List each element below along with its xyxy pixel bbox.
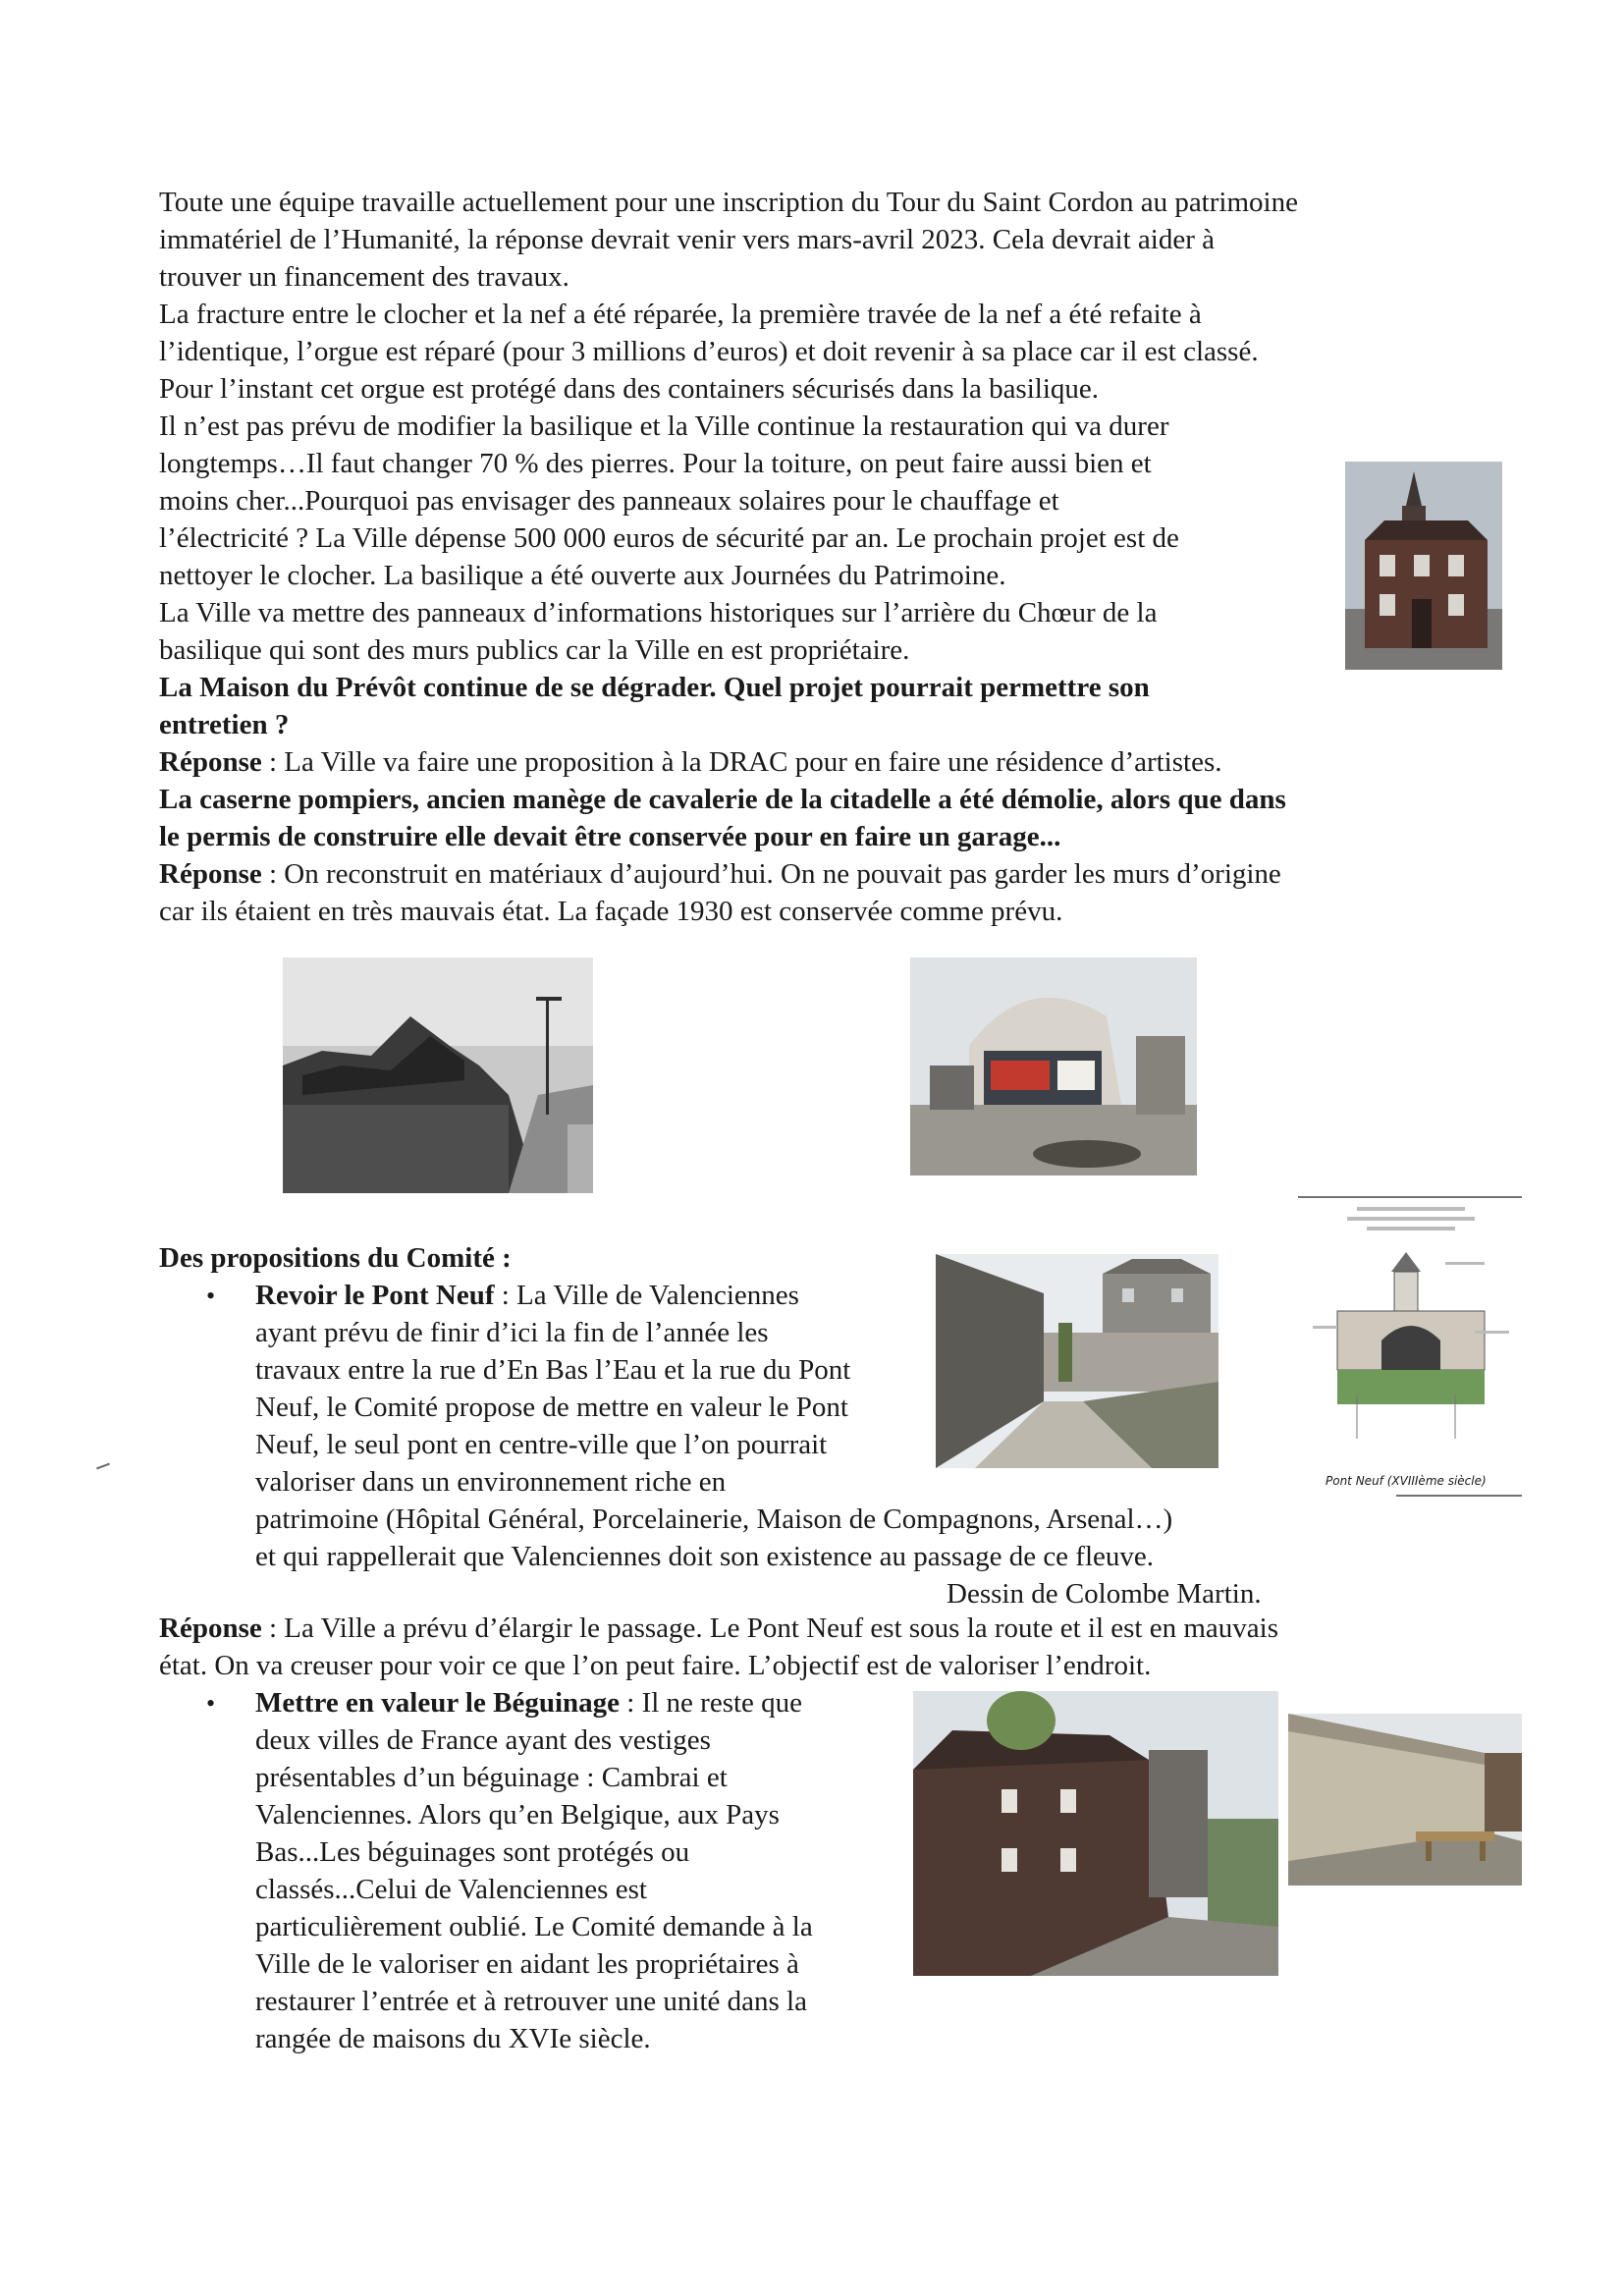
pont-line: travaux entre la rue d’En Bas l’Eau et la rue du Pont (255, 1354, 851, 1386)
text-line: Il n’est pas prévu de modifier la basilique et la Ville continue la restauration qui va durer (159, 410, 1169, 442)
beguinage-line: présentables d’un béguinage : Cambrai et (255, 1762, 728, 1793)
beguinage-line: rangée de maisons du XVIe siècle. (255, 2023, 651, 2054)
reponse-text: : On reconstruit en matériaux d’aujourd’hui. On ne pouvait pas garder les murs d’origine (261, 858, 1281, 890)
text-line: Toute une équipe travaille actuellement pour une inscription du Tour du Saint Cordon au patrimoine (159, 187, 1298, 218)
text-line: La fracture entre le clocher et la nef a été réparée, la première travée de la nef a été refaite à (159, 299, 1202, 330)
pont-title: Revoir le Pont Neuf (255, 1280, 495, 1311)
reponse-3 (159, 1611, 1278, 1648)
beguinage-line: particulièrement oublié. Le Comité demande à la (255, 1911, 813, 1942)
text-line: l’identique, l’orgue est réparé (pour 3 millions d’euros) et doit revenir à sa place car il est classé. (159, 336, 1259, 367)
pont-line: Neuf, le Comité propose de mettre en valeur le Pont (255, 1392, 848, 1423)
bullet-icon: • (206, 1282, 216, 1310)
pont-line: patrimoine (Hôpital Général, Porcelainerie, Maison de Compagnons, Arsenal…) (255, 1503, 1173, 1535)
beguinage-line (255, 1685, 802, 1722)
pont-line: ayant prévu de finir d’ici la fin de l’année les (255, 1317, 769, 1348)
beguinage-line: Ville de le valoriser en aidant les propriétaires à (255, 1948, 799, 1980)
text-line: trouver un financement des travaux. (159, 261, 569, 293)
pont-line: valoriser dans un environnement riche en (255, 1466, 727, 1498)
pont-neuf-street-photo (936, 1254, 1218, 1468)
prevot-question: La Maison du Prévôt continue de se dégrader. Quel projet pourrait permettre son (159, 672, 1150, 703)
text-line: l’électricité ? La Ville dépense 500 000 euros de sécurité par an. Le prochain projet est de (159, 522, 1179, 554)
beguinage-line: restaurer l’entrée et à retrouver une unité dans la (255, 1986, 807, 2017)
beguinage-house-photo (913, 1691, 1278, 1976)
pont-line: et qui rappellerait que Valenciennes doit son existence au passage de ce fleuve. (255, 1541, 1155, 1572)
drawing-caption: Pont Neuf (XVIIIème siècle) (1326, 1474, 1487, 1488)
pont-text: : La Ville de Valenciennes (494, 1280, 799, 1311)
reponse-label: Réponse (159, 858, 262, 890)
beguinage-line: Bas...Les béguinages sont protégés ou (255, 1836, 690, 1868)
comite-heading: Des propositions du Comité : (159, 1242, 512, 1274)
bullet-icon: • (206, 1689, 216, 1718)
caserne-facade-photo (910, 957, 1197, 1175)
reponse-label: Réponse (159, 746, 262, 778)
caserne-question: le permis de construire elle devait être conservée pour en faire un garage... (159, 821, 1061, 852)
reponse-3-cont: état. On va creuser pour voir ce que l’on peut faire. L’objectif est de valoriser l’endroit. (159, 1650, 1152, 1681)
text-line: nettoyer le clocher. La basilique a été ouverte aux Journées du Patrimoine. (159, 560, 1006, 591)
scan-mark (96, 1463, 110, 1470)
beguinage-wall-photo (1288, 1714, 1522, 1886)
pont-neuf-drawing (1298, 1193, 1522, 1500)
text-line: immatériel de l’Humanité, la réponse devrait venir vers mars-avril 2023. Cela devrait aider à (159, 224, 1215, 255)
caserne-demolition-photo (283, 957, 593, 1193)
prevot-question: entretien ? (159, 709, 290, 740)
pont-line (255, 1278, 799, 1315)
beguinage-line: classés...Celui de Valenciennes est (255, 1874, 647, 1905)
pont-line: Neuf, le seul pont en centre-ville que l’on pourrait (255, 1429, 828, 1460)
reponse-text: : La Ville va faire une proposition à la DRAC pour en faire une résidence d’artistes. (261, 746, 1222, 778)
text-line: longtemps…Il faut changer 70 % des pierres. Pour la toiture, on peut faire aussi bien et (159, 448, 1152, 479)
reponse-1 (159, 744, 1222, 782)
text-line: moins cher...Pourquoi pas envisager des panneaux solaires pour le chauffage et (159, 485, 1059, 517)
text-line: basilique qui sont des murs publics car la Ville en est propriétaire. (159, 634, 910, 666)
text-line: Pour l’instant cet orgue est protégé dans des containers sécurisés dans la basilique. (159, 373, 1100, 405)
reponse-label: Réponse (159, 1613, 262, 1644)
reponse-2 (159, 856, 1281, 894)
text-line: La Ville va mettre des panneaux d’informations historiques sur l’arrière du Chœur de la (159, 597, 1158, 629)
beguinage-line: Valenciennes. Alors qu’en Belgique, aux Pays (255, 1799, 780, 1831)
beguinage-line: deux villes de France ayant des vestiges (255, 1724, 711, 1756)
reponse-2-cont: car ils étaient en très mauvais état. La façade 1930 est conservée comme prévu. (159, 896, 1063, 927)
beguinage-title: Mettre en valeur le Béguinage (255, 1687, 621, 1719)
reponse-text: : La Ville a prévu d’élargir le passage. Le Pont Neuf est sous la route et il est en mauvais (261, 1613, 1278, 1644)
caserne-question: La caserne pompiers, ancien manège de cavalerie de la citadelle a été démolie, alors que dans (159, 784, 1286, 815)
maison-prevot-photo (1345, 462, 1502, 670)
beguinage-text: : Il ne reste que (620, 1687, 803, 1719)
drawing-credit: Dessin de Colombe Martin. (947, 1578, 1262, 1610)
